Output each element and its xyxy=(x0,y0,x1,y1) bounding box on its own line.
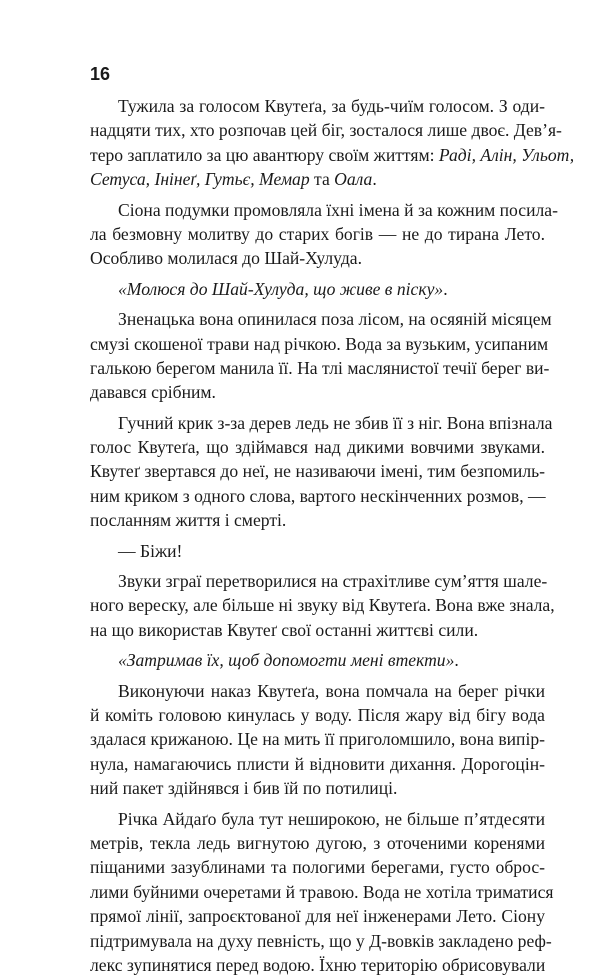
text-run: Річка Айдаґо була тут неширокою, не більше п’ятдесяти xyxy=(118,808,545,829)
text-line xyxy=(90,508,545,532)
text-line xyxy=(90,411,553,435)
paragraph xyxy=(90,648,545,672)
text-run: лими буйними очеретами й травою. Вода не хотіла триматися xyxy=(90,881,554,902)
text-run: ного вереску, але більше ні звуку від Квутеґа. Вона вже знала, xyxy=(90,595,555,616)
text-line xyxy=(90,356,550,380)
paragraph xyxy=(90,679,545,801)
text-line xyxy=(90,277,545,301)
text-run: посланням життя і смерті. xyxy=(90,510,287,531)
text-line xyxy=(90,459,545,483)
text-line xyxy=(90,703,545,727)
text-run: піщаними зазублинами та пологими берегами, густо оброс- xyxy=(90,857,545,878)
paragraph xyxy=(90,807,554,977)
text-run: . xyxy=(443,278,448,299)
text-line xyxy=(90,807,545,831)
paragraph xyxy=(90,277,545,301)
text-line xyxy=(90,569,548,593)
text-line xyxy=(90,143,575,167)
text-line xyxy=(90,332,549,356)
text-line xyxy=(90,94,545,118)
text-run: здалася крижаною. Це на мить її приголомшило, вона випір- xyxy=(90,729,545,750)
text-run: прямої лінії, запроєктованої для неї інженерами Лето. Сіону xyxy=(90,906,545,927)
page-number: 16 xyxy=(90,64,111,84)
text-line xyxy=(90,246,545,270)
text-run: . xyxy=(372,169,377,190)
text-run: теро заплатило за цю авантюру своїм життям: xyxy=(90,144,439,165)
text-run: ла безмовну молитву до старих богів — не до тирана Лето. xyxy=(90,223,545,244)
text-line xyxy=(90,855,545,879)
text-run: й коміть головою кинулась у воду. Після жару від бігу вода xyxy=(90,704,545,725)
text-line xyxy=(90,727,545,751)
text-line xyxy=(90,484,545,508)
italic-text: «Затримав їх, щоб допомогти мені втекти» xyxy=(118,650,455,671)
text-line xyxy=(90,380,545,404)
text-line xyxy=(90,198,558,222)
text-line xyxy=(90,307,552,331)
body-text xyxy=(90,94,575,977)
text-run: ним криком з одного слова, вартого нескінченних розмов, — xyxy=(90,485,546,506)
text-line xyxy=(90,831,545,855)
text-line xyxy=(90,435,545,459)
text-line xyxy=(90,904,545,928)
italic-text: «Молюся до Шай-Хулуда, що живе в піску» xyxy=(118,278,444,299)
text-run: на що використав Квутеґ свої останні життєві сили. xyxy=(90,619,479,640)
text-line xyxy=(90,618,545,642)
text-line xyxy=(90,752,545,776)
text-run: Тужила за голосом Квутеґа, за будь-чиїм голосом. З оди- xyxy=(118,96,545,116)
paragraph xyxy=(90,411,553,533)
paragraph xyxy=(90,569,555,642)
text-line xyxy=(90,222,545,246)
text-line xyxy=(90,953,545,977)
paragraph xyxy=(90,539,545,563)
text-run: Звуки зграї перетворилися на страхітливе сум’яття шале- xyxy=(118,571,548,592)
paragraph xyxy=(90,307,552,405)
text-run: надцяти тих, хто розпочав цей біг, зосталося лише двоє. Дев’я- xyxy=(90,120,562,141)
text-line xyxy=(90,880,554,904)
italic-text: Сетуса, Інінеґ, Гутьє, Мемар xyxy=(90,169,310,190)
text-line xyxy=(90,593,555,617)
text-run: галькою берегом манила її. На тлі маслянистої течії берег ви- xyxy=(90,357,550,378)
text-run: давався срібним. xyxy=(90,382,216,403)
text-run: Зненацька вона опинилася поза лісом, на осяяній місяцем xyxy=(118,309,552,330)
text-run: та xyxy=(309,169,335,190)
paragraph xyxy=(90,198,558,271)
text-run: — Біжи! xyxy=(118,540,183,561)
text-run: Сіона подумки промовляла їхні імена й за кожним посила- xyxy=(118,199,558,220)
italic-text: Раді, Алін, Ульот, xyxy=(438,144,575,165)
text-run: смузі скошеної трави над річкою. Вода за вузьким, усипаним xyxy=(90,333,549,354)
text-run: нула, намагаючись плисти й відновити дихання. Дорогоцін- xyxy=(90,753,545,774)
paragraph xyxy=(90,94,575,192)
text-run: метрів, текла ледь вигнутою дугою, з оточеними коренями xyxy=(90,832,545,853)
text-run: Особливо молилася до Шай-Хулуда. xyxy=(90,248,362,269)
text-line xyxy=(90,167,545,191)
text-run: Виконуючи наказ Квутеґа, вона помчала на берег річки xyxy=(118,680,545,701)
text-line xyxy=(90,539,545,563)
text-run: Гучний крик з-за дерев ледь не збив її з ніг. Вона впізнала xyxy=(118,412,553,433)
text-line xyxy=(90,776,545,800)
text-run: голос Квутеґа, що здіймався над дикими вовчими звуками. xyxy=(90,437,545,458)
text-line xyxy=(90,648,545,672)
text-run: . xyxy=(454,650,459,671)
text-run: Квутеґ звертався до неї, не називаючи імені, тим безпомиль- xyxy=(90,461,545,482)
text-line xyxy=(90,679,545,703)
text-line xyxy=(90,118,562,142)
text-line xyxy=(90,929,552,953)
text-run: ний пакет здійнявся і бив їй по потилиці. xyxy=(90,778,398,799)
text-run: підтримувала на духу певність, що у Д-вовків закладено реф- xyxy=(90,930,552,951)
italic-text: Оала xyxy=(334,169,373,190)
text-run: лекс зупинятися перед водою. Їхню територію обрисовували xyxy=(90,954,546,975)
